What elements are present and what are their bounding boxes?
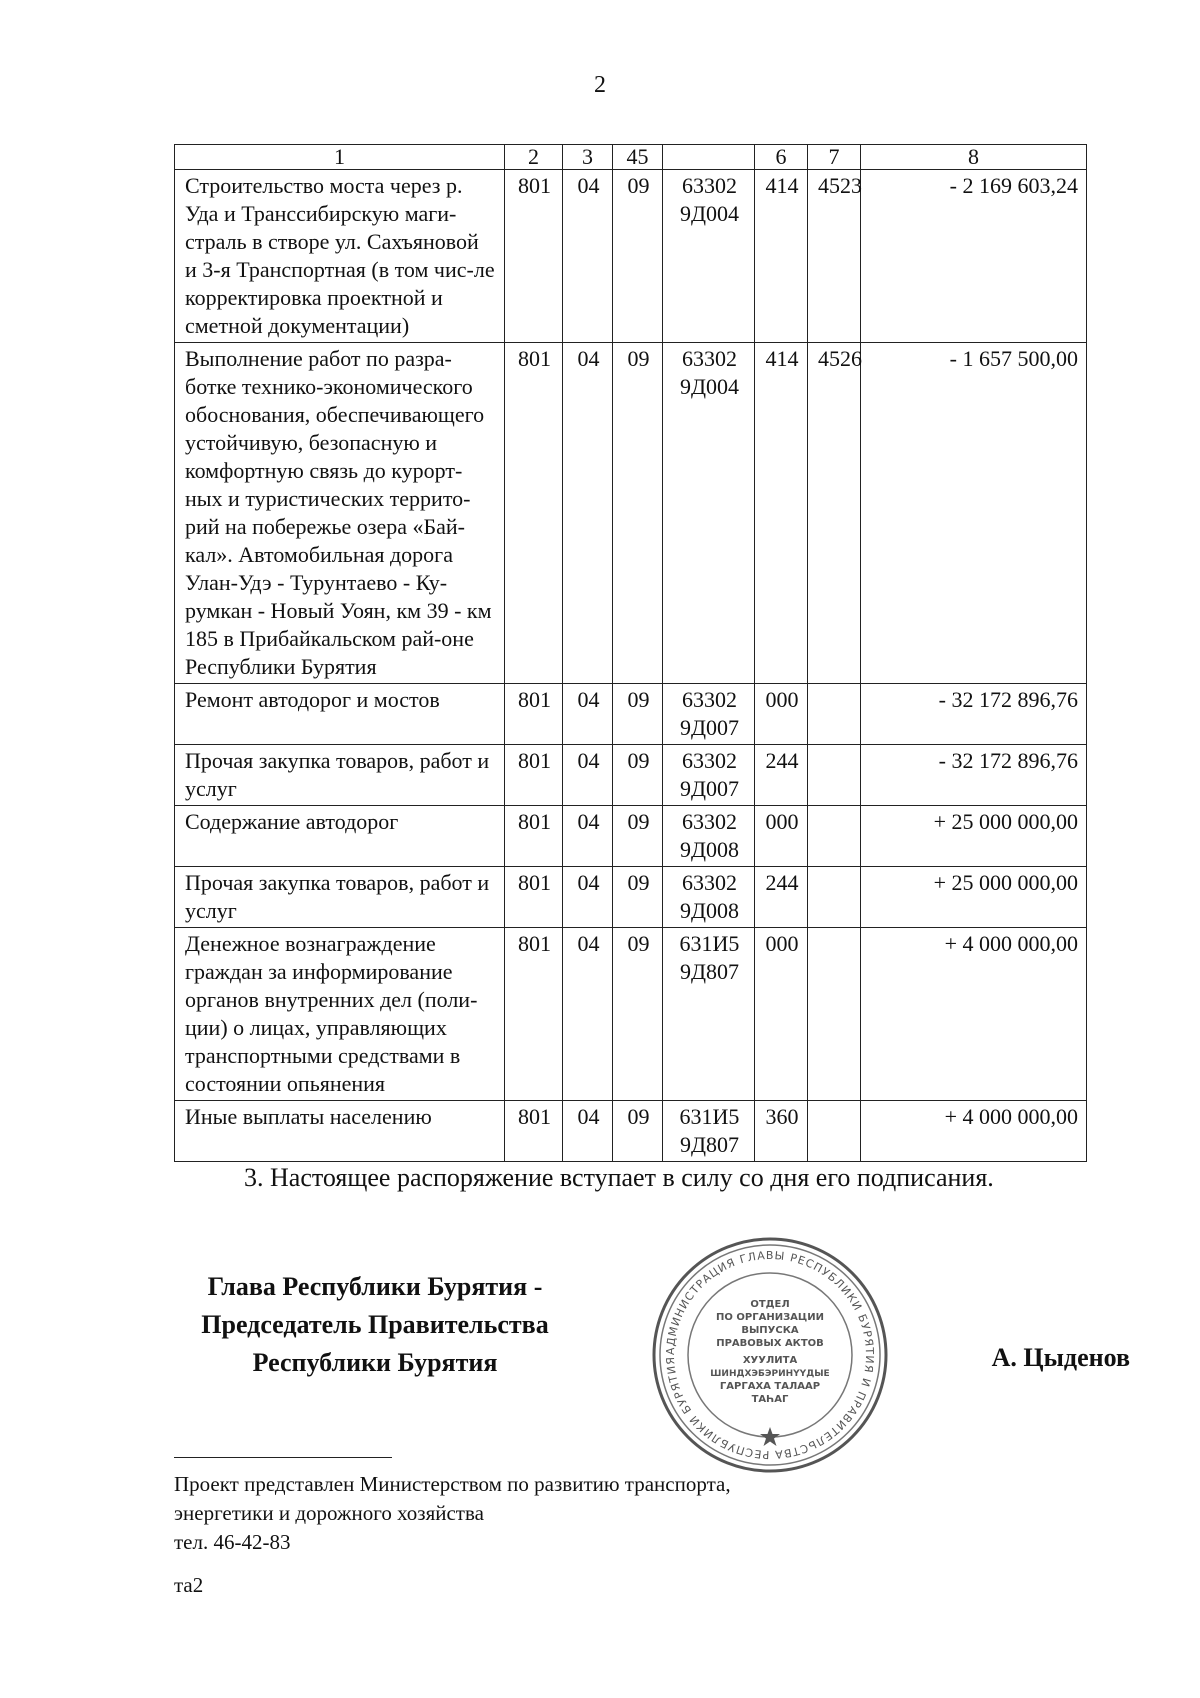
csr-code-line: 63302 — [682, 346, 737, 371]
row-cell: 000 — [755, 806, 808, 867]
row-amount-cell: + 4 000 000,00 — [861, 928, 1087, 1101]
row-csr-cell — [663, 928, 755, 1101]
row-cell — [808, 867, 861, 928]
row-name-cell: Строительство моста через р. Уда и Транссибирскую маги-страль в створе ул. Сахъяновой и 3-я Транспортная (в том чис-ле корректировка проектной и сметной документации) — [175, 170, 505, 343]
column-header: 7 — [808, 145, 861, 170]
row-cell: 000 — [755, 928, 808, 1101]
row-cell — [808, 1101, 861, 1162]
csr-code-line: 9Д007 — [679, 715, 739, 740]
seal-line: ШИНДХЭБЭРИНҮҮДЫЕ — [710, 1369, 830, 1379]
csr-code-line: 9Д004 — [679, 201, 739, 226]
row-amount-cell: - 32 172 896,76 — [861, 684, 1087, 745]
row-cell — [808, 806, 861, 867]
csr-code-line: 631И5 — [679, 931, 740, 956]
row-cell: 801 — [505, 806, 563, 867]
csr-code-line: 9Д008 — [679, 837, 739, 862]
seal-line: ГАРГАХА ТАЛААР — [719, 1381, 821, 1392]
table-header-row — [175, 145, 1087, 170]
column-header: 3 — [563, 145, 613, 170]
row-cell: 414 — [755, 343, 808, 684]
signer-name: А. Цыденов — [991, 1343, 1130, 1372]
column-header — [663, 145, 755, 170]
csr-code-line: 63302 — [682, 173, 737, 198]
column-header: 45 — [613, 145, 663, 170]
row-amount-cell: - 32 172 896,76 — [861, 745, 1087, 806]
column-header: 8 — [861, 145, 1087, 170]
table-row — [175, 343, 1087, 684]
row-name-cell: Прочая закупка товаров, работ и услуг — [175, 867, 505, 928]
table-row — [175, 867, 1087, 928]
csr-code-line: 9Д807 — [679, 1132, 739, 1157]
budget-table — [174, 144, 1087, 1162]
table-row — [175, 684, 1087, 745]
row-csr-cell — [663, 343, 755, 684]
row-csr-cell — [663, 170, 755, 343]
csr-code-line: 9Д008 — [679, 898, 739, 923]
signature-title-line: Республики Бурятия — [252, 1348, 498, 1377]
csr-code-line: 9Д007 — [679, 776, 739, 801]
seal-line: ПО ОРГАНИЗАЦИИ — [716, 1312, 824, 1323]
footnote-line: тел. 46-42-83 — [174, 1530, 291, 1554]
row-cell: 04 — [563, 1101, 613, 1162]
footnote — [174, 1470, 874, 1557]
row-cell: 801 — [505, 928, 563, 1101]
row-cell: 04 — [563, 343, 613, 684]
row-amount-cell: + 25 000 000,00 — [861, 867, 1087, 928]
seal-outer-text: АДМИНИСТРАЦИЯ ГЛАВЫ РЕСПУБЛИКИ БУРЯТИЯ И ПРАВИТЕЛЬСТВА РЕСПУБЛИКИ БУРЯТИЯ — [663, 1248, 877, 1462]
row-cell: 360 — [755, 1101, 808, 1162]
signature-title-line: Глава Республики Бурятия - — [207, 1272, 543, 1301]
row-name-cell: Выполнение работ по разра-ботке технико-экономического обоснования, обеспечивающего устойчивую, безопасную и комфортную связь до курорт-ных и туристических террито-рий на побережье озера «Бай-кал». Автомобильная дорога Улан-Удэ - Турунтаево - Ку-румкан - Новый Уоян, км 39 - км 185 в Прибайкальском рай-оне Республики Бурятия — [175, 343, 505, 684]
row-cell: 04 — [563, 806, 613, 867]
row-cell: 04 — [563, 684, 613, 745]
row-cell: 801 — [505, 867, 563, 928]
official-seal — [650, 1235, 890, 1475]
seal-line: ПРАВОВЫХ АКТОВ — [716, 1338, 824, 1349]
row-cell: 801 — [505, 343, 563, 684]
row-name-cell: Ремонт автодорог и мостов — [175, 684, 505, 745]
row-cell: 000 — [755, 684, 808, 745]
row-csr-cell — [663, 867, 755, 928]
row-csr-cell — [663, 745, 755, 806]
row-cell: 09 — [613, 170, 663, 343]
csr-code-line: 9Д807 — [679, 959, 739, 984]
seal-line: ВЫПУСКА — [741, 1325, 799, 1336]
row-cell — [808, 745, 861, 806]
row-amount-cell: - 2 169 603,24 — [861, 170, 1087, 343]
row-name-cell: Денежное вознаграждение граждан за информирование органов внутренних дел (поли-ции) о лицах, управляющих транспортными средствами в состоянии опьянения — [175, 928, 505, 1101]
row-cell: 801 — [505, 1101, 563, 1162]
row-cell: 09 — [613, 867, 663, 928]
row-cell — [808, 684, 861, 745]
row-cell: 09 — [613, 684, 663, 745]
signature-title-line: Председатель Правительства — [201, 1310, 549, 1339]
document-code: та2 — [174, 1573, 204, 1597]
column-header: 6 — [755, 145, 808, 170]
row-cell: 09 — [613, 343, 663, 684]
row-cell: 04 — [563, 867, 613, 928]
row-cell: 801 — [505, 745, 563, 806]
column-header: 2 — [505, 145, 563, 170]
row-cell: 09 — [613, 928, 663, 1101]
seal-line: ОТДЕЛ — [750, 1299, 790, 1310]
footnote-line: Проект представлен Министерством по развитию транспорта, — [174, 1472, 731, 1496]
row-amount-cell: - 1 657 500,00 — [861, 343, 1087, 684]
row-csr-cell — [663, 684, 755, 745]
row-amount-cell: + 25 000 000,00 — [861, 806, 1087, 867]
row-name-cell: Прочая закупка товаров, работ и услуг — [175, 745, 505, 806]
csr-code-line: 63302 — [682, 687, 737, 712]
row-name-cell: Содержание автодорог — [175, 806, 505, 867]
row-cell: 04 — [563, 745, 613, 806]
csr-code-line: 63302 — [682, 809, 737, 834]
row-cell: 244 — [755, 745, 808, 806]
row-cell: 4523 — [808, 170, 861, 343]
csr-code-line: 63302 — [682, 870, 737, 895]
table-row — [175, 170, 1087, 343]
row-cell: 04 — [563, 928, 613, 1101]
table-row — [175, 1101, 1087, 1162]
row-cell: 04 — [563, 170, 613, 343]
clause-text: 3. Настоящее распоряжение вступает в силу со дня его подписания. — [244, 1163, 994, 1192]
csr-code-line: 9Д004 — [679, 374, 739, 399]
row-cell — [808, 928, 861, 1101]
seal-line: ХУУЛИТА — [742, 1355, 798, 1366]
row-csr-cell — [663, 806, 755, 867]
signature-title — [160, 1268, 590, 1382]
row-cell: 414 — [755, 170, 808, 343]
row-cell: 801 — [505, 684, 563, 745]
row-cell: 244 — [755, 867, 808, 928]
row-csr-cell — [663, 1101, 755, 1162]
table-row — [175, 806, 1087, 867]
row-cell: 09 — [613, 806, 663, 867]
seal-line: ТАҺАГ — [751, 1394, 789, 1405]
row-amount-cell: + 4 000 000,00 — [861, 1101, 1087, 1162]
footnote-divider — [174, 1457, 392, 1458]
row-cell: 4526 — [808, 343, 861, 684]
table-row — [175, 928, 1087, 1101]
page-number: 2 — [594, 72, 606, 98]
footnote-line: энергетики и дорожного хозяйства — [174, 1501, 484, 1525]
table-row — [175, 745, 1087, 806]
row-cell: 09 — [613, 745, 663, 806]
csr-code-line: 631И5 — [679, 1104, 740, 1129]
column-header: 1 — [175, 145, 505, 170]
csr-code-line: 63302 — [682, 748, 737, 773]
row-cell: 801 — [505, 170, 563, 343]
row-name-cell: Иные выплаты населению — [175, 1101, 505, 1162]
row-cell: 09 — [613, 1101, 663, 1162]
